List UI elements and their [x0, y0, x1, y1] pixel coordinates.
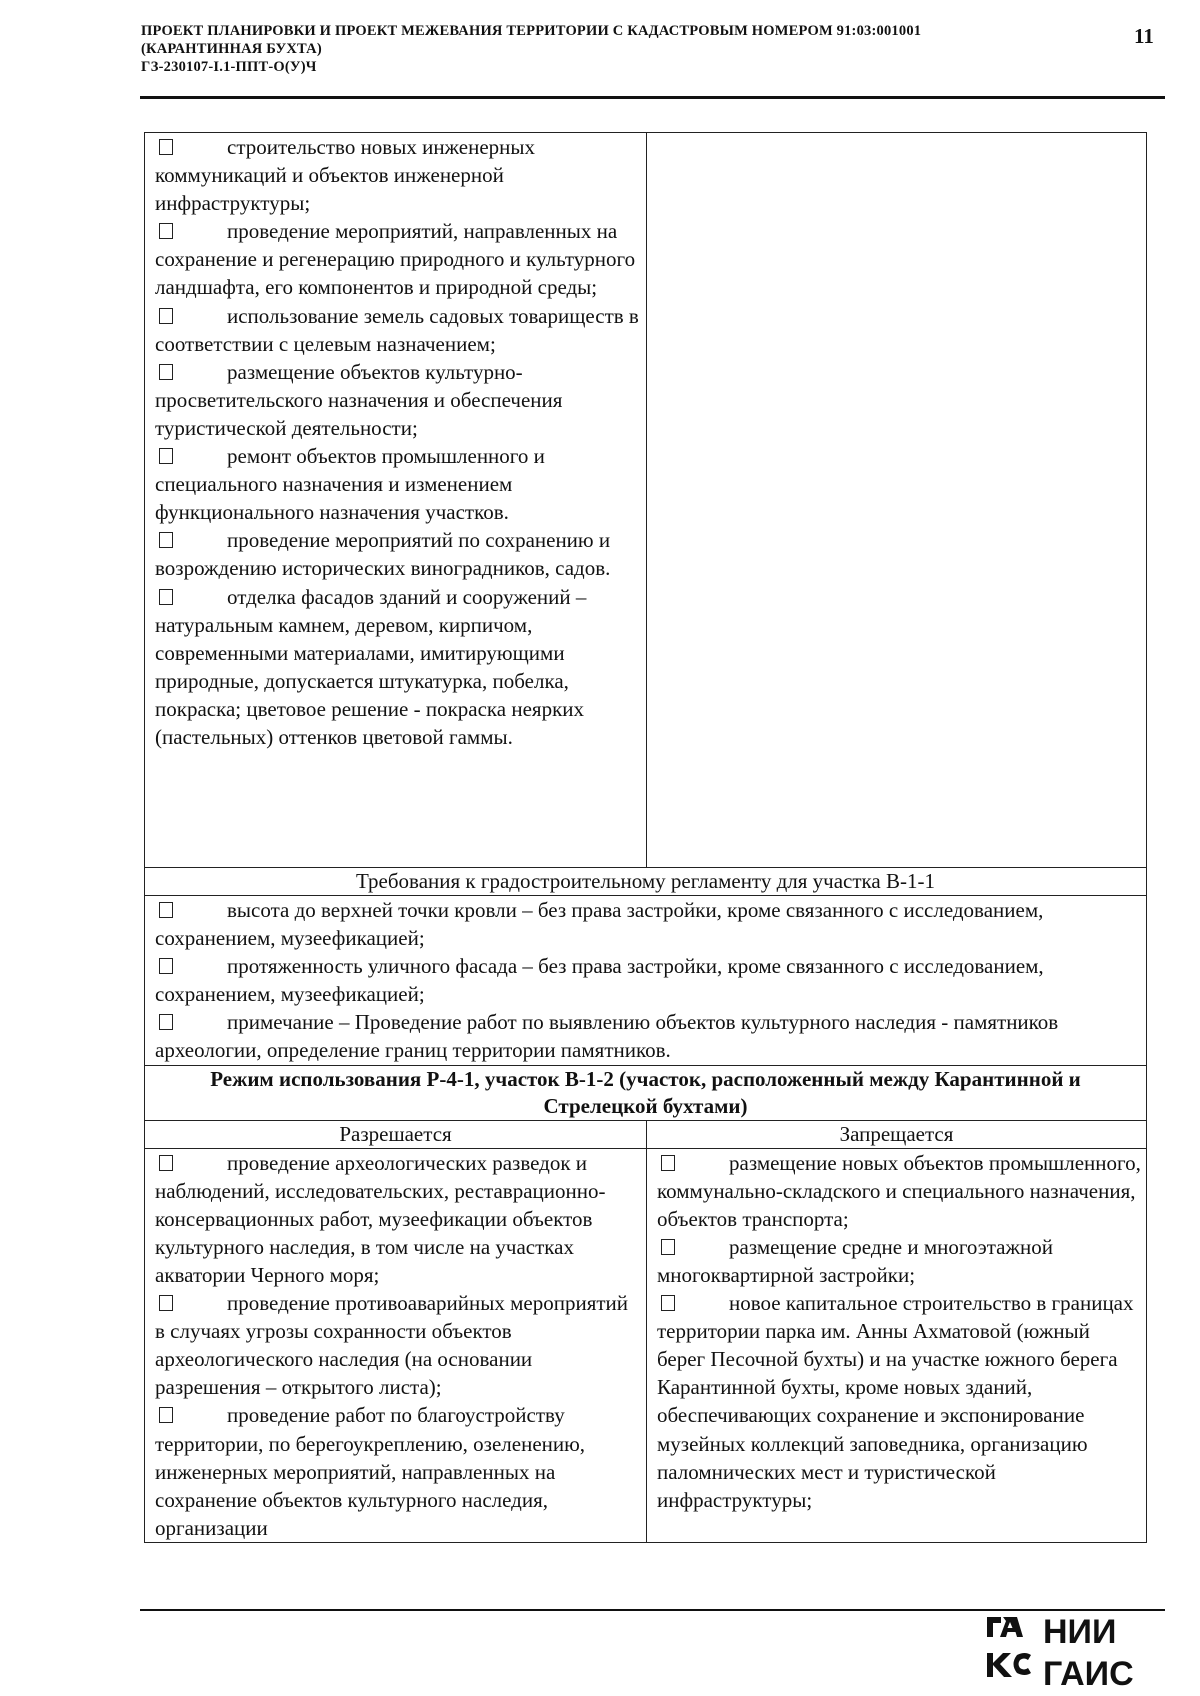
list-item: отделка фасадов зданий и сооружений – натуральным камнем, деревом, кирпичом, современными материалами, имитирующими природные, допускается штукатурка, побелка, покраска; цветовое решение - покраска неярких (пастельных) оттенков цветовой гаммы. [155, 584, 587, 749]
footer-divider [140, 1609, 1165, 1611]
list-item: ремонт объектов промышленного и специального назначения и изменением функционального назначения участков. [155, 444, 545, 525]
regime-title-row [145, 1065, 1147, 1120]
checkbox-icon [159, 532, 173, 548]
checkbox-icon [159, 139, 173, 155]
checkbox-icon [159, 308, 173, 324]
checkbox-icon [159, 958, 173, 974]
regime-title: Режим использования Р-4-1, участок В-1-2 (участок, расположенный между Карантинной и Стрелецкой бухтами) [145, 1065, 1147, 1120]
page-number: 11 [1134, 24, 1154, 48]
requirements-row [145, 896, 1147, 1066]
regime-allowed-cell [145, 1148, 647, 1542]
list-item: использование земель садовых товариществ в соответствии с целевым назначением; [155, 303, 639, 356]
checkbox-icon [159, 1155, 173, 1171]
checkbox-icon [661, 1239, 675, 1255]
regulations-table [144, 132, 1147, 1543]
checkbox-icon [159, 1295, 173, 1311]
logo-text-line2: ГАИС [1043, 1655, 1134, 1689]
list-item: проведение противоаварийных мероприятий в случаях угрозы сохранности объектов археологического наследия (на основании разрешения – открытого листа); [155, 1291, 629, 1400]
section1-empty-cell [647, 133, 1147, 868]
list-item: проведение мероприятий по сохранению и возрождению исторических виноградников, садов. [155, 528, 611, 581]
checkbox-icon [661, 1155, 675, 1171]
checkbox-icon [159, 902, 173, 918]
allowed-column-header: Разрешается [145, 1120, 647, 1148]
requirements-cell [145, 896, 1147, 1066]
section1-row [145, 133, 1147, 868]
forbidden-column-header: Запрещается [647, 1120, 1147, 1148]
requirements-title: Требования к градостроительному регламенту для участка В-1-1 [145, 868, 1147, 896]
list-item: размещение объектов культурно-просветительского назначения и обеспечения туристической деятельности; [155, 359, 563, 440]
list-item: проведение мероприятий, направленных на сохранение и регенерацию природного и культурного ландшафта, его компонентов и природной среды; [155, 219, 636, 300]
header-title-line1: ПРОЕКТ ПЛАНИРОВКИ И ПРОЕКТ МЕЖЕВАНИЯ ТЕРРИТОРИИ С КАДАСТРОВЫМ НОМЕРОМ 91:03:001001 [141, 23, 922, 39]
section1-allowed-cell [145, 133, 647, 868]
list-item: размещение новых объектов промышленного, коммунально-складского и специального назначения, объектов транспорта; [657, 1150, 1141, 1231]
regime-columns-header-row [145, 1120, 1147, 1148]
logo-emblem [987, 1617, 1031, 1677]
list-item: протяженность уличного фасада – без права застройки, кроме связанного с исследованием, сохранением, музеефикацией; [155, 954, 1044, 1007]
requirements-title-row [145, 868, 1147, 896]
list-item: строительство новых инженерных коммуникаций и объектов инженерной инфраструктуры; [155, 135, 536, 216]
regime-items-row [145, 1148, 1147, 1542]
checkbox-icon [159, 223, 173, 239]
list-item: высота до верхней точки кровли – без права застройки, кроме связанного с исследованием, сохранением, музеефикацией; [155, 898, 1044, 951]
logo-text-line1: НИИ [1043, 1613, 1117, 1651]
document-header [141, 22, 1081, 76]
checkbox-icon [159, 589, 173, 605]
header-doc-code: ГЗ-230107-I.1-ППТ-О(У)Ч [141, 59, 317, 75]
list-item: примечание – Проведение работ по выявлению объектов культурного наследия - памятников археологии, определение границ территории памятников. [155, 1010, 1059, 1063]
checkbox-icon [661, 1295, 675, 1311]
list-item: размещение средне и многоэтажной многоквартирной застройки; [657, 1234, 1053, 1287]
list-item: проведение работ по благоустройству территории, по берегоукреплению, озеленению, инженерных мероприятий, направленных на сохранение объектов культурного наследия, организации [155, 1403, 586, 1540]
regime-forbidden-cell [647, 1148, 1147, 1542]
niigais-logo [983, 1613, 1173, 1689]
checkbox-icon [159, 448, 173, 464]
list-item: новое капитальное строительство в границах территории парка им. Анны Ахматовой (южный берег Песочной бухты) и на участке южного берега Карантинной бухты, кроме новых зданий, обеспечивающих сохранение и экспонирование музейных коллекций заповедника, организацию паломнических мест и туристической инфраструктуры; [657, 1291, 1134, 1512]
list-item: проведение археологических разведок и наблюдений, исследовательских, реставрационно-консервационных работ, музеефикации объектов культурного наследия, в том числе на участках акватории Черного моря; [155, 1150, 606, 1287]
header-divider [140, 96, 1165, 99]
header-title-line2: (КАРАНТИННАЯ БУХТА) [141, 41, 322, 57]
checkbox-icon [159, 1014, 173, 1030]
checkbox-icon [159, 1407, 173, 1423]
checkbox-icon [159, 364, 173, 380]
